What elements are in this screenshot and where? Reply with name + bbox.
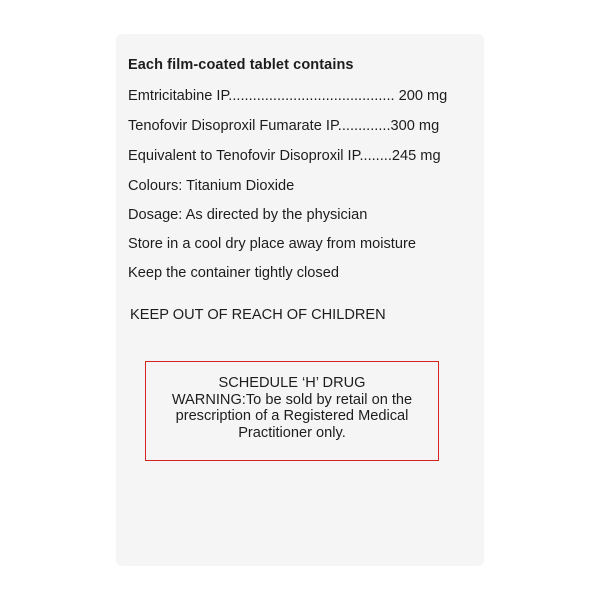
ingredient-emtricitabine: Emtricitabine IP......................................... 200 mg <box>128 88 448 104</box>
schedule-h-title: SCHEDULE ‘H’ DRUG <box>218 375 366 391</box>
storage-line: Store in a cool dry place away from moisture <box>128 236 416 252</box>
colours-line: Colours: Titanium Dioxide <box>128 178 295 194</box>
warning-line-2: prescription of a Registered Medical <box>175 408 409 425</box>
composition-heading: Each film-coated tablet contains <box>128 57 354 73</box>
container-line: Keep the container tightly closed <box>128 265 339 281</box>
label-panel <box>116 34 484 566</box>
warning-line-3: Practitioner only. <box>238 424 346 441</box>
children-warning: KEEP OUT OF REACH OF CHILDREN <box>130 307 386 323</box>
dosage-line: Dosage: As directed by the physician <box>128 207 368 223</box>
warning-line-1: WARNING:To be sold by retail on the <box>171 391 413 408</box>
ingredient-tenofovir-fumarate: Tenofovir Disoproxil Fumarate IP.............300 mg <box>128 118 440 134</box>
schedule-h-warning-box <box>145 361 439 461</box>
ingredient-tenofovir-equivalent: Equivalent to Tenofovir Disoproxil IP........245 mg <box>128 148 441 164</box>
